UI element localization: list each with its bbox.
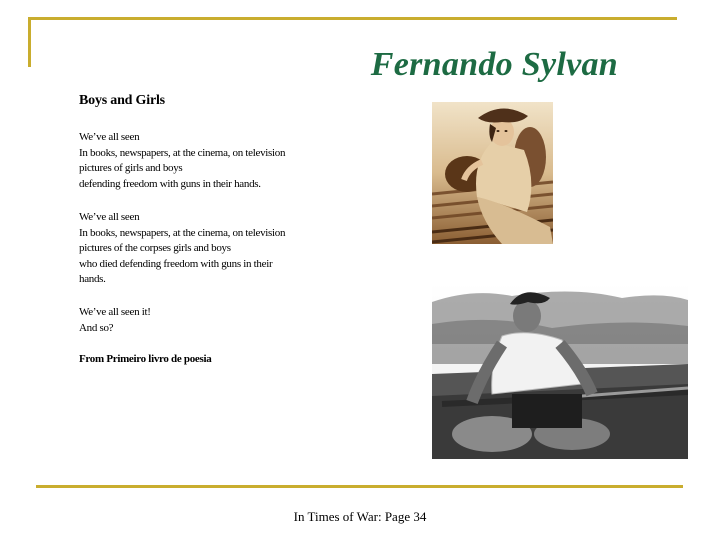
bottom-frame-line: [36, 485, 683, 488]
photo-man-rowing: [432, 284, 688, 459]
stanza-line: We’ve all seen: [79, 211, 140, 223]
page-footer: In Times of War: Page 34: [293, 509, 427, 524]
stanza-line: And so?: [79, 321, 114, 334]
stanza-line: pictures of girls and boys: [79, 162, 183, 174]
stanza-line: In books, newspapers, at the cinema, on television: [79, 146, 286, 159]
poem-source: From Primeiro livro de poesia: [79, 353, 212, 365]
stanza-line: hands.: [79, 273, 106, 285]
left-frame-line: [28, 17, 31, 67]
slide-title: Fernando Sylvan: [370, 46, 618, 83]
stanza-line: pictures of the corpses girls and boys: [79, 242, 231, 254]
stanza-1: [79, 130, 319, 192]
photo-woman-on-bench: [432, 102, 553, 244]
stanza-line: We’ve all seen it!: [79, 306, 151, 318]
top-frame-line: [31, 17, 677, 20]
stanza-line: defending freedom with guns in their hands.: [79, 177, 261, 190]
stanza-3: [79, 305, 319, 336]
stanza-2: [79, 210, 319, 288]
poem-title: Boys and Girls: [79, 93, 165, 108]
stanza-line: who died defending freedom with guns in their: [79, 257, 273, 270]
stanza-line: In books, newspapers, at the cinema, on television: [79, 226, 286, 239]
stanza-line: We’ve all seen: [79, 131, 140, 143]
